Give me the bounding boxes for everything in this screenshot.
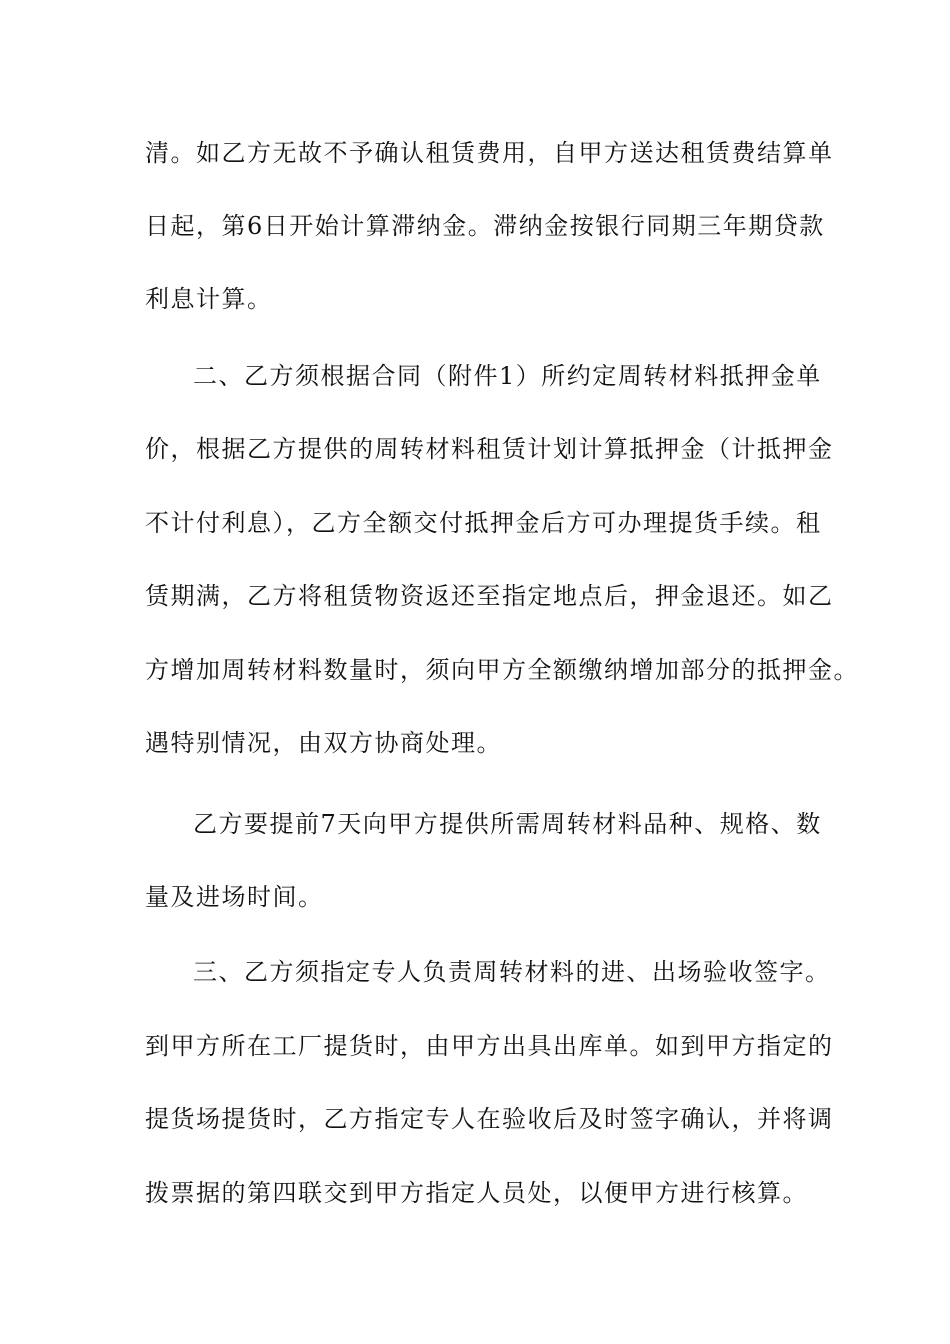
text-line: 方增加周转材料数量时，须向甲方全额缴纳增加部分的抵押金。 (145, 656, 859, 684)
text-line: 提货场提货时，乙方指定专人在验收后及时签字确认，并将调 (145, 1105, 834, 1133)
text-line: 价，根据乙方提供的周转材料租赁计划计算抵押金（计抵押金 (145, 435, 834, 463)
text-line: 不计付利息），乙方全额交付抵押金后方可办理提货手续。租 (145, 509, 822, 537)
text-line: 赁期满，乙方将租赁物资返还至指定地点后，押金退还。如乙 (145, 582, 834, 610)
text-line: 清。如乙方无故不予确认租赁费用，自甲方送达租赁费结算单 (145, 139, 834, 167)
paragraph-start-line: 三、乙方须指定专人负责周转材料的进、出场验收签字。 (193, 958, 831, 986)
text-line: 遇特别情况，由双方协商处理。 (145, 729, 502, 757)
text-line: 到甲方所在工厂提货时，由甲方出具出库单。如到甲方指定的 (145, 1032, 834, 1060)
paragraph-start-line: 二、乙方须根据合同（附件1）所约定周转材料抵押金单 (193, 362, 822, 390)
text-line: 拨票据的第四联交到甲方指定人员处，以便甲方进行核算。 (145, 1179, 808, 1207)
text-line: 量及进场时间。 (145, 883, 324, 911)
text-line: 利息计算。 (145, 285, 273, 313)
text-line: 日起，第6日开始计算滞纳金。滞纳金按银行同期三年期贷款 (145, 212, 825, 240)
paragraph-start-line: 乙方要提前7天向甲方提供所需周转材料品种、规格、数 (193, 810, 822, 838)
